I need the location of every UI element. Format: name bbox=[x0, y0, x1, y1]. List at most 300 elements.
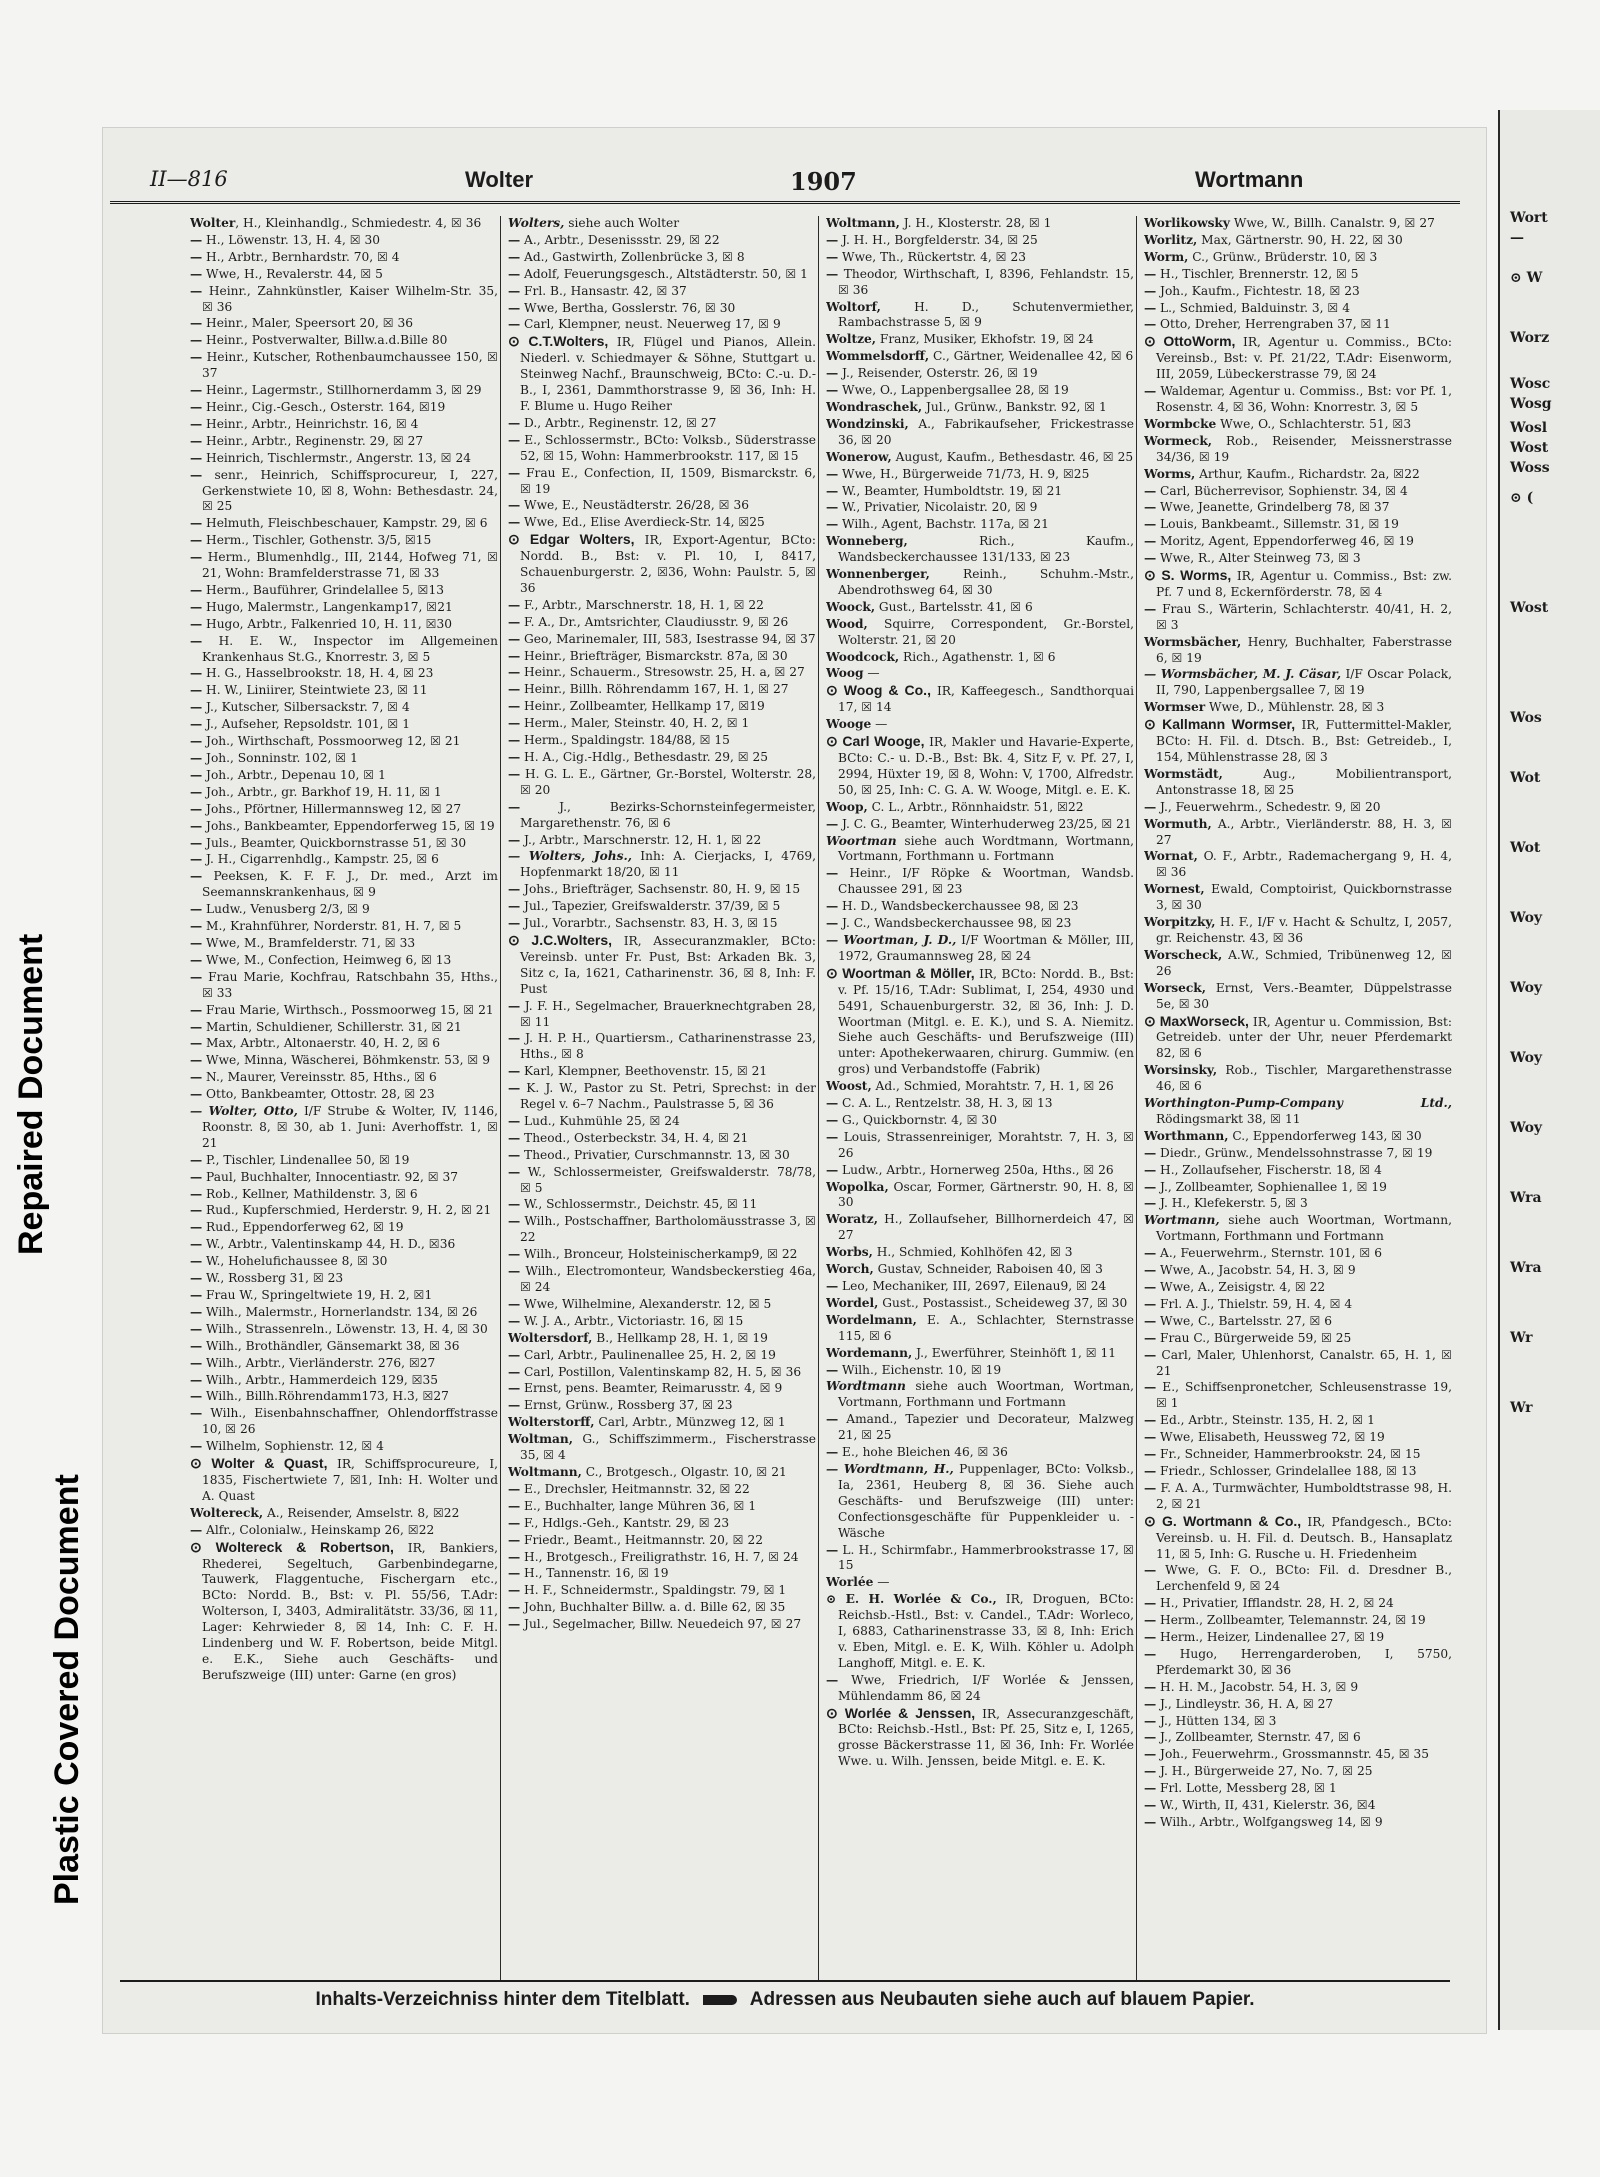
column-divider bbox=[818, 216, 819, 1980]
directory-entry bbox=[1144, 267, 1452, 283]
entry-name: — bbox=[508, 1583, 521, 1598]
entry-details: Max, Gärtnerstr. 90, H. 22, ☒ 30 bbox=[1197, 232, 1403, 247]
entry-name: Woltersdorf, bbox=[508, 1330, 593, 1345]
entry-details: Theodor, Wirthschaft, I, 8396, Fehlandstr. 15, ☒ 36 bbox=[838, 266, 1134, 297]
entry-details: John, Buchhalter Billw. a. d. Bille 62, ☒ 35 bbox=[520, 1600, 786, 1615]
entry-name: — bbox=[1144, 384, 1157, 399]
directory-entry bbox=[190, 919, 498, 935]
entry-name: ⊙ Woortman & Möller, bbox=[826, 964, 975, 981]
entry-name: — bbox=[508, 1381, 521, 1396]
entry-name: — bbox=[508, 465, 521, 480]
directory-entry bbox=[826, 500, 1134, 516]
entry-details: Wwe, C., Bartelsstr. 27, ☒ 6 bbox=[1156, 1313, 1332, 1328]
directory-entry bbox=[1144, 1348, 1452, 1380]
entry-name: — bbox=[190, 1002, 203, 1017]
directory-entry bbox=[508, 1314, 816, 1330]
entry-details: Rich., Agathenstr. 1, ☒ 6 bbox=[899, 649, 1056, 664]
entry-name: — bbox=[508, 232, 521, 247]
entry-details: H. F., Schneidermstr., Spaldingstr. 79, ☒ 1 bbox=[520, 1583, 787, 1598]
directory-entry bbox=[190, 533, 498, 549]
entry-details: W., Beamter, Humboldtstr. 19, ☒ 21 bbox=[838, 483, 1063, 498]
entry-details: Leo, Mechaniker, III, 2697, Eilenau9, ☒ 24 bbox=[838, 1279, 1107, 1293]
entry-details: Ernst, pens. Beamter, Reimarusstr. 4, ☒ 9 bbox=[520, 1381, 783, 1396]
entry-name: — bbox=[508, 1481, 521, 1496]
entry-name: — bbox=[508, 1347, 521, 1362]
entry-name: — bbox=[508, 317, 521, 332]
entry-details: Wwe, Elisabeth, Heussweg 72, ☒ 19 bbox=[1156, 1430, 1385, 1445]
entry-details: Wwe, D., Mühlenstr. 28, ☒ 3 bbox=[1205, 700, 1385, 715]
directory-entry bbox=[826, 1130, 1134, 1162]
directory-entry bbox=[1144, 534, 1452, 550]
entry-name: — bbox=[826, 866, 839, 881]
directory-entry bbox=[508, 1465, 816, 1481]
entry-name: — bbox=[190, 717, 203, 732]
entry-name: Wopolka, bbox=[826, 1179, 889, 1194]
entry-details: K. J. W., Pastor zu St. Petri, Sprechst: in der Regel v. 6–7 Nachm., Paulstrasse 5, ☒ 36 bbox=[520, 1081, 816, 1112]
entry-details: H., Brotgesch., Freiligrathstr. 16, H. 7, ☒ 24 bbox=[520, 1549, 799, 1564]
entry-name: Woltorf, bbox=[826, 299, 881, 314]
directory-entry bbox=[826, 216, 1134, 232]
entry-details: Friedr., Schlosser, Grindelallee 188, ☒ 13 bbox=[1156, 1463, 1417, 1478]
directory-entry bbox=[190, 953, 498, 969]
entry-details: L. H., Schirmfabr., Hammerbrookstrasse 17, ☒ 15 bbox=[838, 1542, 1134, 1573]
directory-entry bbox=[190, 1322, 498, 1338]
entry-name: — bbox=[190, 1372, 203, 1387]
entry-name: — bbox=[1144, 1179, 1157, 1194]
directory-entry bbox=[826, 1575, 1134, 1591]
directory-entry bbox=[508, 466, 816, 498]
directory-entry bbox=[190, 819, 498, 835]
directory-entry bbox=[1144, 500, 1452, 516]
entry-name: Wonneberg, bbox=[826, 534, 908, 549]
directory-entry bbox=[508, 916, 816, 932]
entry-details: Juls., Beamter, Quickbornstrasse 51, ☒ 30 bbox=[202, 835, 467, 850]
entry-details: F., Arbtr., Marschnerstr. 18, H. 1, ☒ 22 bbox=[520, 597, 764, 612]
directory-entry bbox=[1144, 882, 1452, 914]
repaired-document-label: Repaired Document bbox=[12, 933, 50, 1255]
entry-details: Wilh., Arbtr., Vierländerstr. 276, ☒27 bbox=[202, 1355, 436, 1370]
directory-entry bbox=[1144, 1481, 1452, 1513]
entry-name: ⊙ S. Worms, bbox=[1144, 567, 1232, 584]
entry-details: E. A., Schlachter, Sternstrasse 115, ☒ 6 bbox=[838, 1312, 1134, 1343]
directory-entry bbox=[1144, 233, 1452, 249]
entry-details: IR, Agentur u. Commission, Bst: Getreideb. unter der Uhr, neuer Pferdemarkt 82, ☒ 6 bbox=[1156, 1014, 1452, 1061]
entry-details: Frau W., Springeltwiete 19, H. 2, ☒1 bbox=[202, 1288, 433, 1302]
entry-name: — bbox=[508, 614, 521, 629]
directory-entry bbox=[1144, 1647, 1452, 1679]
directory-entry bbox=[508, 1381, 816, 1397]
entry-name: — bbox=[1144, 1296, 1157, 1311]
entry-name: — bbox=[826, 517, 839, 532]
entry-name: — bbox=[190, 533, 203, 548]
entry-name: — bbox=[1144, 1764, 1157, 1779]
entry-details: Wwe, O., Schlachterstr. 51, ☒3 bbox=[1216, 416, 1412, 431]
entry-details: Wilh., Postschaffner, Bartholomäusstrasse 3, ☒ 22 bbox=[520, 1214, 816, 1245]
directory-entry bbox=[190, 267, 498, 283]
entry-name: — bbox=[508, 249, 521, 264]
entry-details: E., Schiffsenpronetcher, Schleusenstrasse 19, ☒ 1 bbox=[1156, 1380, 1452, 1411]
directory-entry bbox=[190, 417, 498, 433]
entry-details: Gust., Postassist., Scheideweg 37, ☒ 30 bbox=[878, 1295, 1128, 1310]
entry-details: Joh., Feuerwehrm., Grossmannstr. 45, ☒ 35 bbox=[1156, 1747, 1430, 1762]
entry-details: Theod., Privatier, Curschmannstr. 13, ☒ 30 bbox=[520, 1147, 790, 1162]
entry-details: Wilh., Arbtr., Hammerdeich 129, ☒35 bbox=[202, 1372, 439, 1387]
directory-entry bbox=[508, 1482, 816, 1498]
entry-details: Wilh., Billh.Röhrendamm173, H.3, ☒27 bbox=[202, 1389, 449, 1404]
entry-details: Wwe, Friedrich, I/F Worlée & Jenssen, Mühlendamm 86, ☒ 24 bbox=[838, 1672, 1134, 1703]
directory-entry bbox=[826, 1706, 1134, 1771]
entry-details: Carl, Klempner, neust. Neuerweg 17, ☒ 9 bbox=[520, 317, 781, 332]
directory-entry bbox=[826, 1245, 1134, 1261]
entry-name: — bbox=[508, 1064, 521, 1079]
entry-name: — bbox=[190, 734, 203, 749]
entry-details: W., Hohelufichaussee 8, ☒ 30 bbox=[202, 1254, 388, 1269]
page-header bbox=[110, 165, 1460, 204]
directory-entry bbox=[1144, 602, 1452, 634]
entry-details: C. L., Arbtr., Rönnhaidstr. 51, ☒22 bbox=[867, 799, 1084, 814]
entry-details: Hugo, Arbtr., Falkenried 10, H. 11, ☒30 bbox=[202, 616, 453, 631]
directory-entry bbox=[190, 1237, 498, 1253]
directory-entry bbox=[508, 334, 816, 415]
entry-name: — bbox=[190, 616, 203, 631]
directory-entry bbox=[1144, 1798, 1452, 1814]
entry-details: Heinr., Cig.-Gesch., Osterstr. 164, ☒19 bbox=[202, 399, 446, 414]
directory-entry bbox=[508, 301, 816, 317]
directory-entry bbox=[190, 1020, 498, 1036]
entry-details: J., Arbtr., Marschnerstr. 12, H. 1, ☒ 22 bbox=[520, 832, 762, 847]
entry-name: — bbox=[190, 582, 203, 597]
directory-entry bbox=[826, 1592, 1134, 1672]
directory-entry bbox=[826, 1379, 1134, 1411]
directory-column-1 bbox=[190, 216, 498, 1976]
entry-name: — bbox=[826, 916, 839, 931]
entry-name: Wornat, bbox=[1144, 849, 1198, 864]
directory-entry bbox=[1144, 1764, 1452, 1780]
entry-name: — bbox=[826, 500, 839, 515]
directory-entry bbox=[190, 1523, 498, 1539]
entry-details: Wwe, Th., Rückertstr. 4, ☒ 23 bbox=[838, 249, 1026, 264]
entry-details: H., Schmied, Kohlhöfen 42, ☒ 3 bbox=[872, 1245, 1073, 1260]
entry-name: Wormstädt, bbox=[1144, 766, 1223, 781]
directory-entry bbox=[1144, 767, 1452, 799]
entry-name: — bbox=[508, 799, 521, 814]
entry-name: — bbox=[1144, 1162, 1157, 1177]
directory-entry bbox=[826, 1096, 1134, 1112]
directory-entry bbox=[190, 350, 498, 382]
directory-entry bbox=[1144, 1380, 1452, 1412]
entry-details: IR, Pfandgesch., BCto: Vereinsb. u. H. Fil. d. Deutsch. B., Hansaplatz 11, ☒ 5, Inh: G. Rusche u. H. Friedenheim bbox=[1156, 1514, 1452, 1561]
entry-name: — bbox=[1144, 601, 1157, 616]
entry-name: ⊙ MaxWorseck, bbox=[1144, 1012, 1249, 1029]
entry-details: Aug., Mobilientransport, Antonstrasse 18, ☒ 25 bbox=[1156, 766, 1452, 797]
entry-details: Johs., Pförtner, Hillermannsweg 12, ☒ 27 bbox=[202, 801, 462, 816]
entry-name: Woltmann, bbox=[826, 216, 900, 230]
entry-name: — bbox=[826, 483, 839, 498]
directory-entry bbox=[1144, 849, 1452, 881]
entry-details: Puppenlager, BCto: Volksb., Ia, 2361, Heuberg 8, ☒ 36. Siehe auch Geschäfts- und Berufszweige (III) unter: Confectionsgeschäfte für Puppenkleider u. -Wäsche bbox=[838, 1461, 1134, 1540]
entry-details: Herm., Heizer, Lindenallee 27, ☒ 19 bbox=[1156, 1630, 1385, 1645]
entry-details: H., Löwenstr. 13, H. 4, ☒ 30 bbox=[202, 232, 381, 247]
directory-entry bbox=[1144, 915, 1452, 947]
pointing-hand-icon bbox=[703, 1995, 737, 2005]
entry-details: H., Zollaufseher, Fischerstr. 18, ☒ 4 bbox=[1156, 1162, 1382, 1177]
entry-details: Herm., Zollbeamter, Telemannstr. 24, ☒ 19 bbox=[1156, 1613, 1426, 1628]
directory-entry bbox=[1144, 635, 1452, 667]
directory-entry bbox=[508, 899, 816, 915]
entry-details: Louis, Strassenreiniger, Morahtstr. 7, H. 3, ☒ 26 bbox=[838, 1129, 1134, 1160]
directory-entry bbox=[508, 267, 816, 283]
directory-entry bbox=[190, 468, 498, 516]
entry-name: — bbox=[190, 450, 203, 465]
entry-name: Worsinsky, bbox=[1144, 1063, 1218, 1078]
entry-name: — bbox=[508, 648, 521, 663]
directory-entry bbox=[826, 617, 1134, 649]
entry-name: — bbox=[1144, 1696, 1157, 1711]
directory-entry bbox=[826, 1412, 1134, 1444]
entry-details: Reinh., Schuhm.-Mstr., Abendrothsweg 64, ☒ 30 bbox=[838, 567, 1134, 597]
directory-entry bbox=[508, 1214, 816, 1246]
entry-details: J., Aufseher, Repsoldstr. 101, ☒ 1 bbox=[202, 717, 410, 732]
entry-details: Wwe, M., Bramfelderstr. 71, ☒ 33 bbox=[202, 935, 416, 950]
entry-details: Wilh., Eichenstr. 10, ☒ 19 bbox=[838, 1362, 1002, 1377]
entry-name: — bbox=[1144, 1313, 1157, 1328]
directory-entry bbox=[826, 534, 1134, 566]
entry-name: Wormbcke bbox=[1144, 416, 1217, 431]
entry-name: ⊙ Wolter & Quast, bbox=[190, 1455, 328, 1472]
directory-entry bbox=[826, 817, 1134, 833]
entry-name: — bbox=[826, 1096, 839, 1111]
entry-name: Wolters, bbox=[508, 216, 565, 230]
entry-details: Heinr., Postverwalter, Billw.a.d.Bille 80 bbox=[202, 333, 448, 348]
entry-name: — Woortman, J. D., bbox=[826, 932, 957, 947]
directory-entry bbox=[508, 1148, 816, 1164]
directory-entry bbox=[1144, 948, 1452, 980]
entry-name: Wordel, bbox=[826, 1295, 879, 1310]
entry-details: N., Maurer, Vereinsstr. 85, Hths., ☒ 6 bbox=[202, 1070, 437, 1085]
directory-entry bbox=[826, 383, 1134, 399]
directory-entry bbox=[1144, 1747, 1452, 1763]
entry-details: Louis, Bankbeamt., Sillemstr. 31, ☒ 19 bbox=[1156, 517, 1399, 532]
entry-name: ⊙ OttoWorm, bbox=[1144, 333, 1236, 350]
directory-entry bbox=[826, 1163, 1134, 1179]
directory-entry bbox=[826, 467, 1134, 483]
directory-entry bbox=[508, 1583, 816, 1599]
entry-details: Frl. B., Hansastr. 42, ☒ 37 bbox=[520, 283, 687, 298]
entry-name: — bbox=[508, 1214, 521, 1229]
entry-details: Wwe, W., Billh. Canalstr. 9, ☒ 27 bbox=[1229, 216, 1435, 230]
entry-name: — bbox=[508, 266, 521, 281]
entry-name: — bbox=[190, 416, 203, 431]
entry-details: Rödingsmarkt 38, ☒ 11 bbox=[1156, 1111, 1301, 1126]
entry-name: — bbox=[190, 902, 203, 917]
entry-name: Woock, bbox=[826, 599, 876, 614]
directory-entry bbox=[508, 999, 816, 1031]
entry-name: — bbox=[826, 1542, 839, 1557]
entry-details: I/F Strube & Wolter, IV, 1146, Roonstr. 8, ☒ 30, ab 1. Juni: Averhoffstr. 1, ☒ 21 bbox=[202, 1104, 498, 1150]
directory-entry bbox=[508, 250, 816, 266]
directory-entry bbox=[826, 332, 1134, 348]
entry-details: H. A., Cig.-Hdlg., Bethesdastr. 29, ☒ 25 bbox=[520, 750, 769, 764]
entry-name: — bbox=[508, 766, 521, 781]
directory-entry bbox=[826, 834, 1134, 866]
entry-details: C. A. L., Rentzelstr. 38, H. 3, ☒ 13 bbox=[838, 1096, 1053, 1111]
entry-name: — bbox=[826, 1129, 839, 1144]
directory-entry bbox=[1144, 1163, 1452, 1179]
entry-details: IR, Agentur u. Commiss., Bst: zw. Pf. 7 und 8, Eckernförderstr. 78, ☒ 4 bbox=[1156, 569, 1452, 599]
entry-name: Woodcock, bbox=[826, 649, 900, 664]
directory-entry bbox=[508, 1064, 816, 1080]
directory-entry bbox=[190, 1288, 498, 1304]
entry-details: Heinr., Schauerm., Stresowstr. 25, H. a, ☒ 27 bbox=[520, 665, 805, 680]
directory-entry bbox=[508, 632, 816, 648]
directory-entry bbox=[1144, 817, 1452, 849]
directory-entry bbox=[826, 1113, 1134, 1129]
entry-name: — bbox=[508, 899, 521, 914]
entry-details: H., Tannenstr. 16, ☒ 19 bbox=[520, 1566, 669, 1581]
entry-name: — bbox=[190, 1220, 203, 1235]
entry-details: Wilh., Electromonteur, Wandsbeckerstieg 46a, ☒ 24 bbox=[520, 1264, 816, 1294]
entry-name: — bbox=[508, 515, 521, 530]
directory-entry bbox=[190, 216, 498, 232]
entry-details: H. H. M., Jacobstr. 54, H. 3, ☒ 9 bbox=[1156, 1679, 1359, 1694]
entry-details: H. F., I/F v. Hacht & Schultz, I, 2057, gr. Reichenstr. 43, ☒ 36 bbox=[1156, 915, 1452, 945]
entry-details: J. H., Bürgerweide 27, No. 7, ☒ 25 bbox=[1156, 1764, 1373, 1779]
directory-entry bbox=[508, 699, 816, 715]
directory-entry bbox=[1144, 1596, 1452, 1612]
directory-entry bbox=[1144, 1180, 1452, 1196]
entry-name: — bbox=[1144, 1730, 1157, 1745]
entry-details: J. C., Wandsbeckerchaussee 98, ☒ 23 bbox=[838, 916, 1072, 931]
entry-details: Heinr., Maler, Speersort 20, ☒ 36 bbox=[202, 316, 414, 331]
directory-entry bbox=[508, 933, 816, 998]
entry-name: — bbox=[826, 899, 839, 914]
entry-name: — bbox=[508, 882, 521, 897]
directory-entry bbox=[826, 666, 1134, 682]
entry-name: — bbox=[1144, 551, 1157, 566]
entry-details: Henry, Buchhalter, Faberstrasse 6, ☒ 19 bbox=[1156, 634, 1452, 665]
directory-entry bbox=[190, 1456, 498, 1505]
column-divider bbox=[500, 216, 501, 1980]
entry-name: — bbox=[190, 1019, 203, 1034]
directory-entry bbox=[190, 550, 498, 582]
directory-entry bbox=[1144, 1196, 1452, 1212]
directory-entry bbox=[826, 650, 1134, 666]
directory-entry bbox=[190, 1070, 498, 1086]
entry-details: Hugo, Herrengarderoben, I, 5750, Pferdemarkt 30, ☒ 36 bbox=[1156, 1646, 1452, 1677]
entry-name: — bbox=[190, 666, 203, 681]
entry-details: E., Schlossermstr., BCto: Volksb., Süderstrasse 52, ☒ 15, Wohn: Hammerbrookstr. 117, ☒ 15 bbox=[520, 432, 816, 463]
entry-details: siehe auch Wordtmann, Wortmann, Vortmann, Forthmann u. Fortmann bbox=[838, 833, 1134, 864]
entry-details: Herm., Spaldingstr. 184/88, ☒ 15 bbox=[520, 733, 730, 748]
directory-entry bbox=[826, 734, 1134, 799]
entry-details: M., Krahnführer, Norderstr. 81, H. 7, ☒ 5 bbox=[202, 919, 462, 934]
entry-name: Worms, bbox=[1144, 466, 1196, 481]
entry-details: Fr., Schneider, Hammerbrookstr. 24, ☒ 15 bbox=[1156, 1447, 1421, 1462]
directory-entry bbox=[1144, 384, 1452, 416]
entry-details: W., Schlossermeister, Greifswalderstr. 78/78, ☒ 5 bbox=[520, 1164, 816, 1195]
directory-entry bbox=[508, 733, 816, 749]
entry-details: Johs., Briefträger, Sachsenstr. 80, H. 9, ☒ 15 bbox=[520, 882, 801, 897]
directory-entry bbox=[826, 1673, 1134, 1705]
entry-details: F., Hdlgs.-Geh., Kantstr. 29, ☒ 23 bbox=[520, 1515, 730, 1530]
entry-name: Wordemann, bbox=[826, 1345, 913, 1360]
directory-entry bbox=[826, 233, 1134, 249]
entry-details: Carl, Arbtr., Münzweg 12, ☒ 1 bbox=[594, 1415, 786, 1430]
entry-name: — bbox=[190, 350, 203, 365]
directory-entry bbox=[190, 634, 498, 666]
entry-details: J., Feuerwehrm., Schedestr. 9, ☒ 20 bbox=[1156, 799, 1381, 814]
entry-name: — bbox=[190, 1389, 203, 1404]
directory-entry bbox=[508, 233, 816, 249]
entry-details: Moritz, Agent, Eppendorferweg 46, ☒ 19 bbox=[1156, 534, 1414, 549]
entry-name: Worscheck, bbox=[1144, 947, 1223, 962]
entry-details: E., Drechsler, Heitmannstr. 32, ☒ 22 bbox=[520, 1481, 750, 1496]
directory-entry bbox=[1144, 568, 1452, 601]
entry-name: Wolterstorff, bbox=[508, 1415, 595, 1430]
header-first-name: Wolter bbox=[465, 167, 534, 192]
entry-name: — bbox=[190, 1152, 203, 1167]
entry-name: — bbox=[190, 433, 203, 448]
entry-name: — bbox=[508, 665, 521, 680]
directory-entry bbox=[508, 1114, 816, 1130]
entry-name: — bbox=[508, 998, 521, 1013]
entry-details: Joh., Sonninstr. 102, ☒ 1 bbox=[202, 751, 358, 765]
entry-details: Otto, Bankbeamter, Ottostr. 28, ☒ 23 bbox=[202, 1087, 435, 1102]
directory-entry bbox=[1144, 700, 1452, 716]
directory-entry bbox=[508, 1197, 816, 1213]
directory-entry bbox=[826, 1313, 1134, 1345]
entry-details: W. J. A., Arbtr., Victoriastr. 16, ☒ 15 bbox=[520, 1313, 744, 1328]
entry-name: — bbox=[508, 432, 521, 447]
entry-name: — bbox=[1144, 483, 1157, 498]
entry-name: ⊙ Worlée & Jenssen, bbox=[826, 1704, 976, 1721]
entry-details: A., Fabrikaufseher, Frickestrasse 36, ☒ 20 bbox=[838, 416, 1134, 447]
entry-name: Worlikowsky bbox=[1144, 216, 1230, 230]
entry-details: Joh., Wirthschaft, Possmoorweg 12, ☒ 21 bbox=[202, 734, 461, 749]
entry-name: — Wolters, Johs., bbox=[508, 849, 632, 864]
directory-entry bbox=[190, 1036, 498, 1052]
entry-name: — bbox=[190, 1186, 203, 1201]
directory-entry bbox=[826, 300, 1134, 332]
entry-details: Paul, Buchhalter, Innocentiastr. 92, ☒ 37 bbox=[202, 1169, 459, 1184]
entry-name: — bbox=[508, 750, 521, 764]
entry-details: A.W., Schmied, Tribünenweg 12, ☒ 26 bbox=[1156, 947, 1452, 978]
directory-entry bbox=[190, 1339, 498, 1355]
entry-name: — bbox=[190, 1169, 203, 1184]
entry-details: Frau Marie, Kochfrau, Ratschbahn 35, Hths., ☒ 33 bbox=[202, 969, 498, 1000]
directory-entry bbox=[508, 1081, 816, 1113]
entry-details: IR, Export-Agentur, BCto: Nordd. B., Bst: v. Pl. 10, I, 8417, Schauenburgerstr. 2, ☒36, Wohn: Paulstr. 5, ☒ 36 bbox=[520, 533, 816, 595]
directory-entry bbox=[508, 682, 816, 698]
directory-entry bbox=[1144, 1563, 1452, 1595]
entry-details: H. G. L. E., Gärtner, Gr.-Borstel, Wolterstr. 28, ☒ 20 bbox=[520, 766, 816, 797]
entry-name: — bbox=[508, 1515, 521, 1530]
entry-details: H. D., Wandsbeckerchaussee 98, ☒ 23 bbox=[838, 899, 1079, 914]
entry-name: — bbox=[1144, 1713, 1157, 1728]
footer-index-note: Inhalts-Verzeichniss hinter dem Titelblatt. bbox=[315, 1989, 690, 2010]
directory-entry bbox=[190, 583, 498, 599]
directory-entry bbox=[508, 515, 816, 531]
entry-details: Wilh., Brothändler, Gänsemarkt 38, ☒ 36 bbox=[202, 1338, 460, 1353]
entry-name: Woltman, bbox=[508, 1432, 573, 1447]
entry-name: — bbox=[826, 1279, 839, 1293]
entry-name: ⊙ Woltereck & Robertson, bbox=[190, 1538, 394, 1555]
directory-entry bbox=[826, 717, 1134, 733]
entry-details: C., Gärtner, Weidenallee 42, ☒ 6 bbox=[929, 349, 1134, 364]
directory-entry bbox=[1144, 1146, 1452, 1162]
entry-details: Wwe, M., Confection, Heimweg 6, ☒ 13 bbox=[202, 952, 452, 967]
entry-details: J., Kutscher, Silbersackstr. 7, ☒ 4 bbox=[202, 700, 410, 715]
